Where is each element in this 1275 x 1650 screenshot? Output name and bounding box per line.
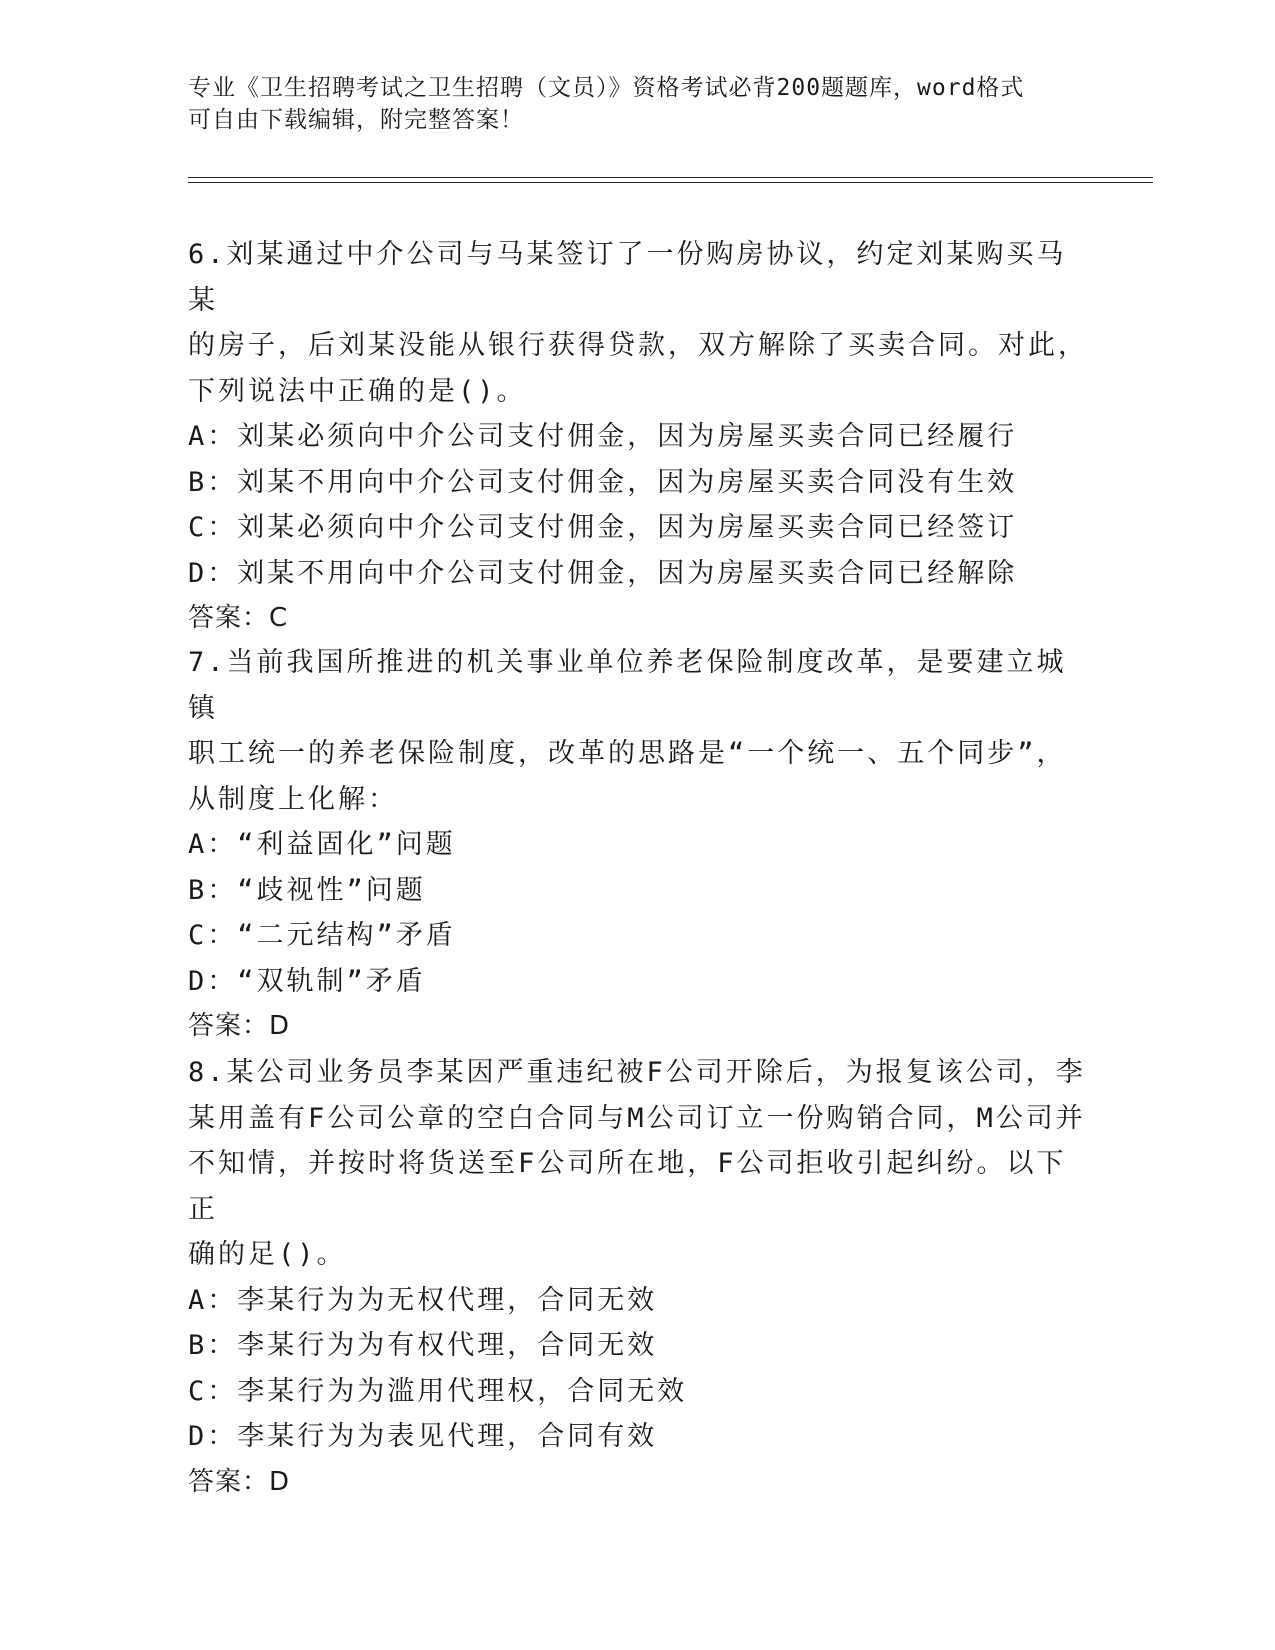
header-rule-bottom [188, 182, 1153, 183]
header-rule-top [188, 177, 1153, 178]
option-c: C：“二元结构”矛盾 [188, 920, 456, 951]
question-7 [188, 640, 1088, 1050]
option-c: C：刘某必须向中介公司支付佣金，因为房屋买卖合同已经签订 [188, 512, 1018, 543]
answer: 答案：D [188, 1011, 291, 1041]
header-line-2: 可自由下载编辑，附完整答案！ [188, 107, 524, 133]
option-d: D：刘某不用向中介公司支付佣金，因为房屋买卖合同已经解除 [188, 557, 1018, 589]
stem-line: 下列说法中正确的是()。 [188, 375, 527, 407]
question-stem [188, 232, 1088, 414]
stem-line: 某用盖有F公司公章的空白合同与M公司订立一份购销合同，M公司并 [188, 1102, 1086, 1134]
question-stem [188, 640, 1088, 822]
option-a: A：“利益固化”问题 [188, 829, 456, 860]
question-stem [188, 1050, 1088, 1278]
stem-line: 不知情，并按时将货送至F公司所在地，F公司拒收引起纠纷。以下正 [188, 1148, 1067, 1225]
option-a: A：李某行为为无权代理，合同无效 [188, 1284, 658, 1316]
option-d: D：“双轨制”矛盾 [188, 965, 426, 997]
stem-line: 7.当前我国所推进的机关事业单位养老保险制度改革，是要建立城镇 [188, 647, 1067, 724]
stem-line: 确的足()。 [188, 1239, 347, 1270]
option-b: B：李某行为为有权代理，合同无效 [188, 1330, 658, 1361]
stem-line: 6.刘某通过中介公司与马某签订了一份购房协议，约定刘某购买马某 [188, 239, 1067, 316]
option-b: B：“歧视性”问题 [188, 874, 426, 906]
document-header [188, 72, 1068, 136]
question-8 [188, 1050, 1088, 1505]
header-line-1: 专业《卫生招聘考试之卫生招聘（文员）》资格考试必背200题题库，word格式 [188, 75, 1025, 101]
stem-line: 的房子，后刘某没能从银行获得贷款，双方解除了买卖合同。对此， [188, 330, 1088, 361]
stem-line: 8.某公司业务员李某因严重违纪被F公司开除后，为报复该公司，李 [188, 1057, 1086, 1088]
option-d: D：李某行为为表见代理，合同有效 [188, 1421, 658, 1452]
option-b: B：刘某不用向中介公司支付佣金，因为房屋买卖合同没有生效 [188, 466, 1018, 498]
option-c: C：李某行为为滥用代理权，合同无效 [188, 1375, 688, 1407]
question-6 [188, 232, 1088, 642]
stem-line: 从制度上化解： [188, 783, 398, 815]
option-a: A：刘某必须向中介公司支付佣金，因为房屋买卖合同已经履行 [188, 421, 1018, 452]
stem-line: 职工统一的养老保险制度，改革的思路是“一个统一、五个同步”， [188, 738, 1067, 769]
answer: 答案：D [188, 1466, 291, 1497]
answer: 答案：C [188, 603, 289, 633]
